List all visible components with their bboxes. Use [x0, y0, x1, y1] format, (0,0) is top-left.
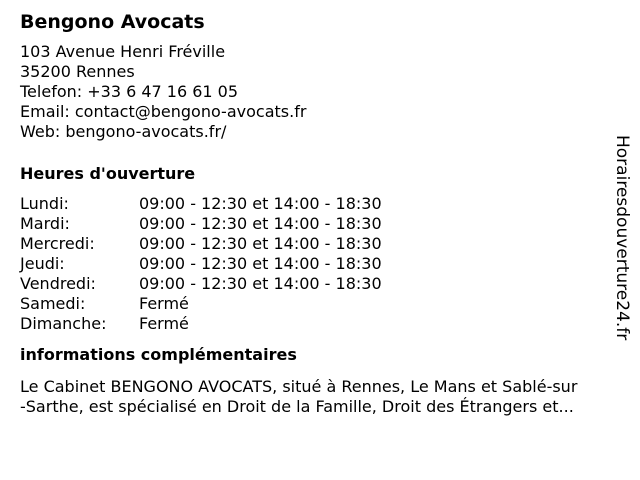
hours-day: Dimanche:: [20, 314, 107, 333]
description-line: Le Cabinet BENGONO AVOCATS, situé à Rennes, Le Mans et Sablé-sur: [20, 377, 578, 396]
email-line: Email: contact@bengono-avocats.fr: [20, 102, 307, 121]
hours-row: [20, 254, 620, 274]
hours-day: Samedi:: [20, 294, 86, 313]
site-watermark: Horairesdouverture24.fr: [612, 135, 632, 341]
hours-time: 09:00 - 12:30 et 14:00 - 18:30: [139, 214, 382, 233]
hours-time: 09:00 - 12:30 et 14:00 - 18:30: [139, 234, 382, 253]
hours-day: Mardi:: [20, 214, 70, 233]
hours-row: [20, 294, 620, 314]
hours-row: [20, 274, 620, 294]
address-street: 103 Avenue Henri Fréville: [20, 42, 226, 61]
hours-time: Fermé: [139, 294, 189, 313]
hours-time: 09:00 - 12:30 et 14:00 - 18:30: [139, 194, 382, 213]
web-line: Web: bengono-avocats.fr/: [20, 122, 227, 141]
hours-day: Jeudi:: [20, 254, 65, 273]
hours-day: Lundi:: [20, 194, 69, 213]
description-line: -Sarthe, est spécialisé en Droit de la Famille, Droit des Étrangers et...: [20, 397, 574, 416]
hours-time: 09:00 - 12:30 et 14:00 - 18:30: [139, 254, 382, 273]
hours-time: 09:00 - 12:30 et 14:00 - 18:30: [139, 274, 382, 293]
hours-day: Vendredi:: [20, 274, 96, 293]
hours-row: [20, 314, 620, 334]
phone-line: Telefon: +33 6 47 16 61 05: [20, 82, 239, 101]
address-city: 35200 Rennes: [20, 62, 135, 81]
hours-row: [20, 234, 620, 254]
hours-time: Fermé: [139, 314, 189, 333]
hours-row: [20, 194, 620, 214]
hours-row: [20, 214, 620, 234]
info-heading: informations complémentaires: [20, 345, 297, 364]
hours-day: Mercredi:: [20, 234, 95, 253]
hours-heading: Heures d'ouverture: [20, 164, 196, 183]
description: [20, 377, 632, 417]
business-name: Bengono Avocats: [20, 11, 205, 33]
business-card: [20, 10, 620, 417]
